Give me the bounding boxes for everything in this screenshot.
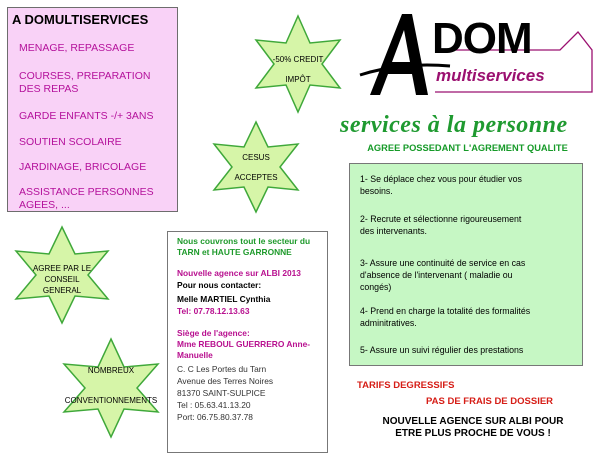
step-line: 4- Prend en charge la totalité des formalités — [360, 306, 531, 316]
step-line: congés) — [360, 282, 392, 292]
siege-title: Siège de l'agence: — [177, 328, 250, 338]
service-item: ASSISTANCE PERSONNES — [19, 186, 154, 198]
step-line: des intervenants. — [360, 226, 427, 236]
star-text: CONSEIL — [44, 275, 80, 284]
mobile-line: Port: 06.75.80.37.78 — [177, 412, 253, 422]
step-line: adminitratives. — [360, 318, 417, 328]
contact-label: Pour nous contacter: — [177, 280, 262, 290]
contact-phone: Tel: 07.78.12.13.63 — [177, 306, 250, 316]
service-item: SOUTIEN SCOLAIRE — [19, 136, 122, 148]
service-item: COURSES, PREPARATION — [19, 70, 151, 82]
service-item: GARDE ENFANTS -/+ 3ANS — [19, 110, 154, 122]
address-line: C. C Les Portes du Tarn — [177, 364, 267, 374]
coverage-line: TARN et HAUTE GARRONNE — [177, 247, 292, 257]
step-line: 5- Assure un suivi régulier des prestations — [360, 345, 524, 355]
service-item: JARDINAGE, BRICOLAGE — [19, 161, 147, 173]
new-agency-title: Nouvelle agence sur ALBI 2013 — [177, 268, 301, 278]
cesus-star-badge — [206, 120, 306, 214]
service-item: DES REPAS — [19, 83, 79, 95]
step-item — [360, 257, 575, 293]
star-text: CONVENTIONNEMENTS — [64, 396, 158, 405]
services-title: A DOMULTISERVICES — [12, 12, 149, 27]
step-line: 1- Se déplace chez vous pour étudier vos — [360, 174, 522, 184]
banner-line: NOUVELLE AGENCE SUR ALBI POUR — [382, 416, 564, 427]
address-line: 81370 SAINT-SULPICE — [177, 388, 266, 398]
step-line: d'absence de l'intervenant ( maladie ou — [360, 270, 513, 280]
star-text: -50% CREDIT — [272, 55, 324, 64]
contact-name: Melle MARTIEL Cynthia — [177, 294, 271, 304]
star-text: AGREE PAR LE — [32, 264, 92, 273]
step-item — [360, 305, 575, 329]
frais-text: PAS DE FRAIS DE DOSSIER — [426, 396, 554, 407]
banner-line: ETRE PLUS PROCHE DE VOUS ! — [395, 428, 551, 439]
star-icon — [56, 337, 166, 439]
star-text: CESUS — [242, 153, 270, 162]
step-item — [360, 173, 575, 197]
tarifs-text: TARIFS DEGRESSIFS — [357, 380, 455, 391]
siege-name: Mme REBOUL GUERRERO Anne- — [177, 339, 311, 349]
star-icon — [206, 120, 306, 214]
agrement-qualite: AGREE POSSEDANT L'AGREMENT QUALITE — [367, 143, 568, 153]
step-line: 2- Recrute et sélectionne rigoureusement — [360, 214, 522, 224]
coverage-line: Nous couvrons tout le secteur du — [177, 236, 311, 246]
logo-subtitle: multiservices — [436, 66, 545, 85]
star-text: IMPÔT — [285, 75, 311, 84]
credit-star-badge — [248, 14, 348, 114]
tagline: services à la personne — [340, 112, 568, 138]
phone-line: Tel : 05.63.41.13.20 — [177, 400, 251, 410]
logo-dom-text: DOM — [432, 14, 532, 63]
new-agency-banner — [353, 416, 593, 440]
step-line: 3- Assure une continuité de service en cas — [360, 258, 526, 268]
address-line: Avenue des Terres Noires — [177, 376, 274, 386]
step-line: besoins. — [360, 186, 393, 196]
step-item — [360, 344, 575, 356]
star-text: ACCEPTES — [234, 173, 278, 182]
star-text: NOMBREUX — [87, 366, 135, 375]
siege-name: Manuelle — [177, 350, 213, 360]
star-text: GENERAL — [42, 286, 82, 295]
conseil-star-badge — [8, 225, 116, 325]
convent-star-badge — [56, 337, 166, 439]
step-item — [360, 213, 575, 237]
service-item: AGEES, ... — [19, 199, 70, 211]
service-item: MENAGE, REPASSAGE — [19, 42, 135, 54]
